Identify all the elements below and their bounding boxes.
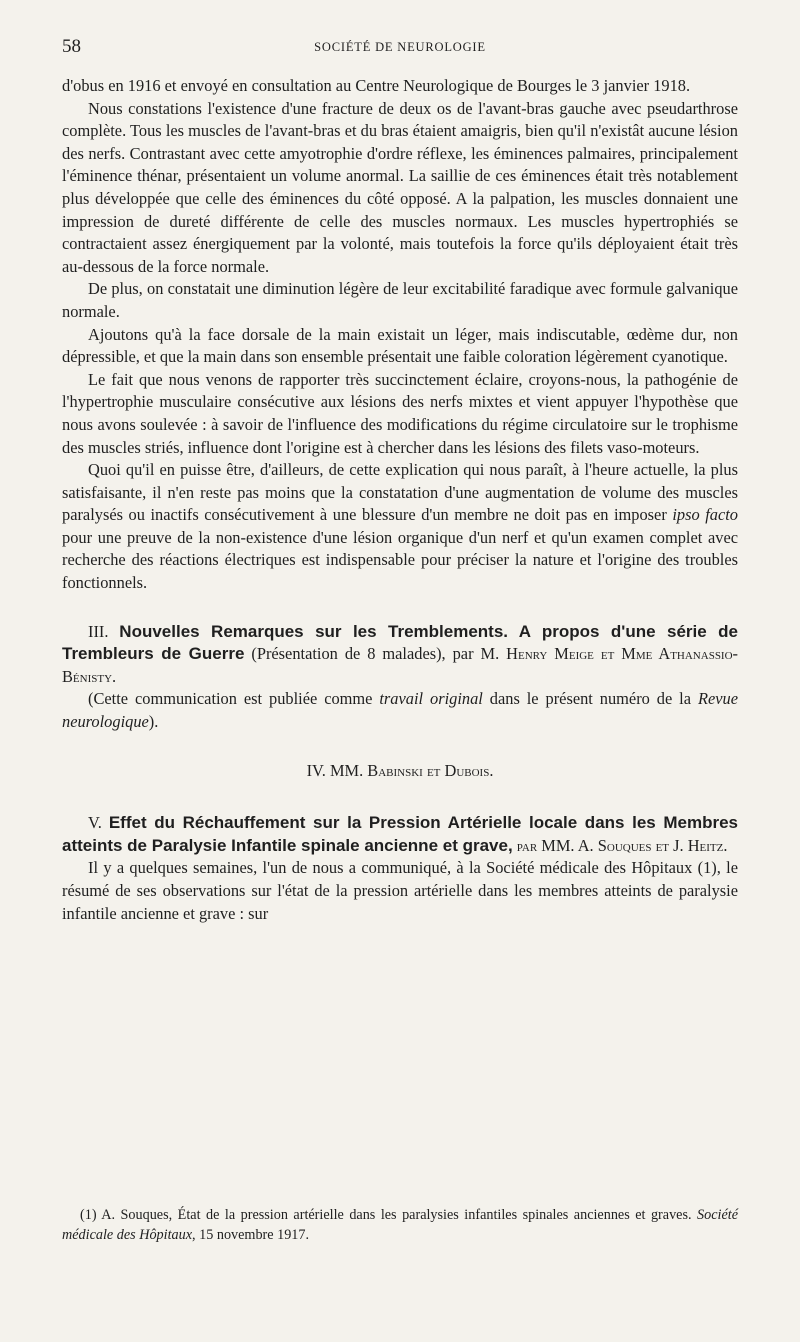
section-spacer <box>62 595 738 621</box>
italic-phrase: Société médicale des Hôpitaux <box>62 1207 738 1243</box>
note-text: ). <box>148 712 159 732</box>
paragraph: Il y a quelques semaines, l'un de nous a communiqué, à la Société médicale des Hôpitaux (1), le résumé de ses observations sur l'état de la pression artérielle dans les membres atteints de paralysie infantile ancienne et grave : sur <box>62 858 738 923</box>
paragraph: Nous constations l'existence d'une fracture de deux os de l'avant-bras gauche avec pseudarthrose complète. Tous les muscles de l'avant-bras et du bras étaient amaigris, bien qu'il n'existât aucune lésion des nerfs. Contrastant avec cette amyotrophie d'ordre réflexe, les éminences palmaires, principalement l'éminence thénar, présentaient un volume anormal. La saillie de ces éminences était très notablement plus développée que celle des éminences du côté opposé. A la palpation, les muscles donnaient une impression de dureté différente de celle des muscles normaux. Les muscles hypertrophiés se contractaient assez énergiquement par la volonté, mais toutefois la force qu'ils déployaient était très au-dessous de la force normale. <box>62 98 738 276</box>
paragraph <box>62 369 738 459</box>
italic-phrase: ipso facto <box>672 505 738 525</box>
footnote-part: , 15 novembre 1917. <box>192 1226 310 1243</box>
paragraph-text: pour une preuve de la non-existence d'une lésion organique d'un nerf et qu'un examen complet avec recherche des réactions électriques est indispensable pour préciser la nature et l'origine des troubles fonctionnels. <box>62 527 738 593</box>
section-4-heading: IV. MM. Babinski et Dubois. <box>306 760 494 780</box>
note-text: (Cette communication est publiée comme <box>88 689 380 709</box>
italic-phrase: Revue neurologique <box>62 689 738 732</box>
section-number: V. <box>88 813 102 833</box>
paragraph: Ajoutons qu'à la face dorsale de la main existait un léger, mais indiscutable, œdème dur, non dépressible, et que la main dans son ensemble présentait une faible coloration légèrement cyanotique. <box>62 324 738 367</box>
paragraph-text: Quoi qu'il en puisse être, d'ailleurs, de cette explication qui nous paraît, à l'heure actuelle, la plus satisfaisante, il n'en reste pas moins que la constatation d'une augmentation de volume des muscles paralysés ou inactifs consécutivement à une blessure d'un membre ne doit pas en imposer <box>62 460 738 525</box>
paragraph-text: Le fait que nous venons de rapporter très succinctement éclaire, croyons-nous, la pathogénie de l'hypertrophie musculaire consécutive aux lésions des nerfs mixtes et vient appuyer l'hypothèse que nous avons soulevée : à savoir de l'influence des modifications du régime circulatoire sur le trophisme des muscles striés, influence dont l'origine est à chercher dans les lésions des filets vaso-moteurs. <box>62 369 738 457</box>
section-3-heading <box>62 621 738 689</box>
page-header <box>62 36 738 60</box>
section-authors: M. Henry Meige et Mme Athanassio-Bénisty. <box>62 644 738 686</box>
section-title: Nouvelles Remarques sur les Tremblements. A propos d'une série de Trembleurs de Guerre <box>62 621 738 664</box>
page-number: 58 <box>62 36 81 57</box>
body-text <box>62 75 738 925</box>
section-presentation: (Présentation de 8 malades), par <box>251 644 474 664</box>
section-3-note <box>62 688 738 733</box>
note-text: dans le présent numéro de la <box>482 689 698 709</box>
italic-phrase: travail original <box>379 689 483 709</box>
paragraph: De plus, on constatait une diminution légère de leur excitabilité faradique avec formule galvanique normale. <box>62 279 738 321</box>
section-byline: par MM. A. Souques et J. Heitz. <box>516 835 728 855</box>
footnote-text <box>62 1206 738 1245</box>
paragraph: d'obus en 1916 et envoyé en consultation au Centre Neurologique de Bourges le 3 janvier 1918. <box>62 76 691 95</box>
running-title: SOCIÉTÉ DE NEUROLOGIE <box>314 40 486 54</box>
section-spacer <box>62 734 738 760</box>
paragraph <box>62 459 738 595</box>
footnote <box>62 1206 738 1245</box>
footnote-part: (1) A. Souques, État de la pression artérielle dans les paralysies infantiles spinales anciennes et graves. <box>80 1207 698 1223</box>
section-number: III. <box>88 621 109 641</box>
section-spacer <box>62 782 738 812</box>
section-title: Effet du Réchauffement sur la Pression Artérielle locale dans les Membres atteints de Paralysie Infantile spinale ancienne et grave, <box>62 813 738 855</box>
section-5-heading <box>62 812 738 857</box>
